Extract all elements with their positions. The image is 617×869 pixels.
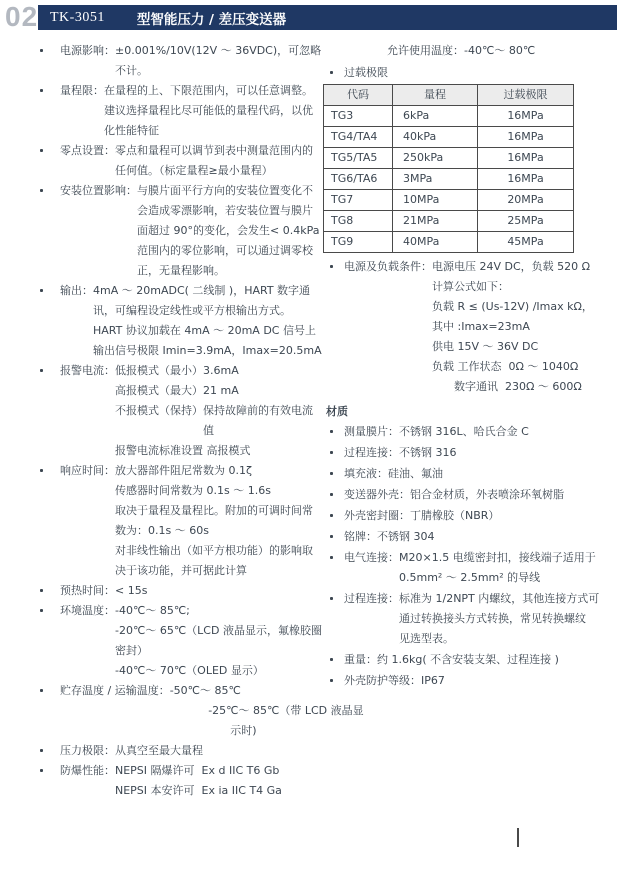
- bullet-icon: [326, 506, 344, 526]
- spec-item-text: [60, 41, 324, 81]
- spec-value: 不锈钢 304: [377, 530, 435, 543]
- table-cell: 6kPa: [393, 106, 478, 127]
- spec-value: 硅油、氟油: [388, 467, 443, 480]
- table-row: [324, 169, 574, 190]
- spec-value: 不锈钢 316L、哈氏合金 C: [399, 425, 529, 438]
- spec-item: [36, 181, 324, 281]
- table-cell: TG4/TA4: [324, 127, 393, 148]
- bullet-icon: [36, 581, 60, 601]
- spec-item: [36, 281, 324, 361]
- bullet-icon: [326, 422, 344, 442]
- table-cell: 16MPa: [478, 169, 574, 190]
- bullet-icon: [326, 671, 344, 691]
- spec-label: 填充液：: [344, 467, 388, 480]
- table-row: [324, 127, 574, 148]
- table-cell: 21MPa: [393, 211, 478, 232]
- spec-line: 数字通讯 230Ω ～ 600Ω: [454, 380, 582, 393]
- spec-item: [36, 41, 324, 81]
- spec-item-text: [60, 181, 324, 281]
- spec-value: 电源电压 24V DC，负载 520 Ω: [432, 260, 591, 273]
- spec-line: 供电 15V ～ 36V DC: [432, 340, 539, 353]
- spec-line: 讯，可编程设定线性或平方根输出方式。: [93, 304, 291, 317]
- spec-line: [60, 181, 324, 201]
- bullet-icon: [36, 761, 60, 801]
- spec-label: 过程连接：: [344, 592, 399, 605]
- spec-line: [344, 548, 617, 568]
- spec-label: 测量膜片：: [344, 425, 399, 438]
- spec-item-text: [60, 361, 324, 461]
- spec-label: 预热时间：: [60, 584, 115, 597]
- header-bar: [38, 5, 617, 30]
- materials-list: [326, 422, 617, 691]
- spec-label: 过程连接：: [344, 446, 399, 459]
- spec-value: 零点和量程可以调节到表中测量范围内的: [115, 144, 313, 157]
- spec-label: 铭牌：: [344, 530, 377, 543]
- spec-line: [60, 601, 324, 621]
- spec-line: [344, 63, 617, 83]
- bullet-icon: [326, 63, 344, 83]
- spec-item: [36, 81, 324, 141]
- spec-item: [326, 464, 617, 484]
- spec-item-text: [344, 443, 617, 463]
- table-cell: 16MPa: [478, 127, 574, 148]
- spec-value: 丁腈橡胶（NBR）: [410, 509, 500, 522]
- bullet-icon: [36, 681, 60, 741]
- spec-value: -40℃～ 85℃;: [115, 604, 190, 617]
- spec-line: 范围内的零位影响，可以通过调零校: [137, 244, 313, 257]
- bullet-icon: [36, 81, 60, 141]
- table-row: [324, 106, 574, 127]
- spec-line: -40℃～ 70℃（OLED 显示）: [115, 664, 264, 677]
- spec-line: [344, 527, 617, 547]
- spec-value: 铝合金材质，外表喷涂环氧树脂: [410, 488, 564, 501]
- spec-item: [326, 485, 617, 505]
- spec-line: 输出信号极限 Imin=3.9mA，Imax=20.5mA: [93, 344, 322, 357]
- spec-value: 标准为 1/2NPT 内螺纹，其他连接方式可: [399, 592, 600, 605]
- bullet-icon: [36, 41, 60, 81]
- spec-item: [326, 506, 617, 526]
- spec-item: [326, 422, 617, 442]
- spec-line: [344, 589, 617, 609]
- spec-item: [36, 741, 324, 761]
- spec-line: 通过转换接头方式转换，常见转换螺纹: [399, 612, 586, 625]
- spec-line: [60, 141, 324, 161]
- spec-item-text: [344, 485, 617, 505]
- spec-line: 0.5mm² ～ 2.5mm² 的导线: [399, 571, 541, 584]
- spec-line: [60, 41, 324, 61]
- spec-item-text: [60, 681, 364, 741]
- bullet-icon: [36, 461, 60, 581]
- spec-item: [36, 141, 324, 181]
- table-row: [324, 211, 574, 232]
- spec-label: 报警电流：: [60, 364, 115, 377]
- spec-line: 面超过 90°的变化，会发生< 0.4kPa: [137, 224, 320, 237]
- table-header-row: [324, 85, 574, 106]
- table-cell: 10MPa: [393, 190, 478, 211]
- spec-item-text: [60, 461, 324, 581]
- table-cell: TG3: [324, 106, 393, 127]
- spec-line: [344, 671, 617, 691]
- spec-line: 密封）: [115, 644, 148, 657]
- table-cell: TG7: [324, 190, 393, 211]
- spec-line: 值: [203, 424, 214, 437]
- spec-item-text: [344, 506, 617, 526]
- spec-item: [326, 589, 617, 649]
- spec-item: [36, 461, 324, 581]
- spec-label: 电源及负载条件：: [344, 260, 432, 273]
- bullet-icon: [36, 281, 60, 361]
- table-row: [324, 232, 574, 253]
- table-cell: 20MPa: [478, 190, 574, 211]
- spec-value: 约 1.6kg( 不含安装支架、过程连接 ): [377, 653, 559, 666]
- spec-line: [60, 761, 324, 781]
- spec-item-text: [60, 141, 324, 181]
- table-cell: 3MPa: [393, 169, 478, 190]
- spec-value: 低报模式（最小）3.6mA: [115, 364, 239, 377]
- spec-item-text: [344, 422, 617, 442]
- spec-line: 计算公式如下：: [432, 280, 509, 293]
- spec-line: [60, 281, 324, 301]
- spec-line: [344, 650, 617, 670]
- bullet-icon: [326, 485, 344, 505]
- spec-label: 重量：: [344, 653, 377, 666]
- spec-line: 化性能特征: [104, 124, 159, 137]
- spec-label: 外壳密封圈：: [344, 509, 410, 522]
- spec-line: 不报模式（保持）保持故障前的有效电流: [115, 404, 313, 417]
- power-load-item: [326, 257, 617, 397]
- bullet-icon: [326, 464, 344, 484]
- spec-line: 会造成零漂影响，若安装位置与膜片: [137, 204, 313, 217]
- spec-line: 见选型表。: [399, 632, 454, 645]
- table-cell: TG8: [324, 211, 393, 232]
- spec-item-text: [60, 761, 324, 801]
- right-column: [326, 41, 617, 692]
- spec-label: 安装位置影响：: [60, 184, 137, 197]
- spec-value: 在量程的上、下限范围内，可以任意调整。: [104, 84, 313, 97]
- spec-item-text: [344, 527, 617, 547]
- spec-line: -20℃～ 65℃（LCD 液晶显示，氟橡胶圈: [115, 624, 322, 637]
- spec-item: [326, 443, 617, 463]
- spec-value: IP67: [421, 674, 445, 687]
- spec-line: NEPSI 本安许可 Ex ia IIC T4 Ga: [115, 784, 282, 797]
- spec-item: [326, 650, 617, 670]
- spec-label: 压力极限：: [60, 744, 115, 757]
- spec-item: [36, 681, 364, 741]
- spec-label: 响应时间：: [60, 464, 115, 477]
- spec-value: 4mA ～ 20mADC( 二线制 )，HART 数字通: [93, 284, 311, 297]
- spec-line: HART 协议加载在 4mA ～ 20mA DC 信号上: [93, 324, 316, 337]
- model-number: TK-3051: [50, 9, 105, 25]
- spec-line: 其中 :Imax=23mA: [432, 320, 530, 333]
- spec-value: -50℃～ 85℃: [169, 684, 241, 697]
- spec-line: 示时): [230, 724, 257, 737]
- spec-item-text: [60, 581, 324, 601]
- spec-line: 决于该功能，并可据此计算: [115, 564, 247, 577]
- spec-label: 零点设置：: [60, 144, 115, 157]
- spec-line: [344, 422, 617, 442]
- spec-value: < 15s: [115, 584, 148, 597]
- spec-item: [36, 581, 324, 601]
- spec-line: [60, 741, 324, 761]
- spec-item-text: [344, 464, 617, 484]
- spec-item: [326, 257, 617, 397]
- spec-line: [60, 81, 324, 101]
- overload-limit-table: [323, 84, 574, 253]
- overload-limit-item: [326, 63, 617, 83]
- spec-label: 变送器外壳：: [344, 488, 410, 501]
- table-cell: TG5/TA5: [324, 148, 393, 169]
- table-header-cell: 过载极限: [478, 85, 574, 106]
- spec-item: [326, 527, 617, 547]
- spec-label: 电源影响：: [60, 44, 115, 57]
- spec-line: [60, 361, 324, 381]
- spec-line: 负载 R ≤ (Us-12V) /Imax kΩ，: [432, 300, 593, 313]
- spec-line: 负载 工作状态 0Ω ～ 1040Ω: [432, 360, 579, 373]
- bullet-icon: [326, 257, 344, 397]
- spec-label: 量程限：: [60, 84, 104, 97]
- spec-item-text: [60, 281, 324, 361]
- materials-heading: 材质: [326, 405, 348, 418]
- bullet-icon: [326, 443, 344, 463]
- spec-line: [60, 461, 324, 481]
- table-header-cell: 代码: [324, 85, 393, 106]
- spec-line: 数为：0.1s ～ 60s: [115, 524, 209, 537]
- spec-line: 建议选择量程比尽可能低的量程代码，以优: [104, 104, 313, 117]
- table-row: [324, 148, 574, 169]
- spec-value: 从真空至最大量程: [115, 744, 203, 757]
- bullet-icon: [36, 741, 60, 761]
- page-corner-mark: [517, 828, 519, 847]
- spec-item-text: [60, 741, 324, 761]
- spec-value: 不锈钢 316: [399, 446, 457, 459]
- spec-item-text: [344, 257, 617, 397]
- spec-label: 输出：: [60, 284, 93, 297]
- spec-line: 任何值。（标定量程≥最小量程）: [115, 164, 273, 177]
- spec-item-text: [344, 589, 617, 649]
- table-cell: TG6/TA6: [324, 169, 393, 190]
- spec-value: NEPSI 隔爆许可 Ex d IIC T6 Gb: [115, 764, 280, 777]
- spec-label: 防爆性能：: [60, 764, 115, 777]
- spec-item-text: [344, 671, 617, 691]
- spec-line: -25℃～ 85℃（带 LCD 液晶显: [208, 704, 364, 717]
- spec-label: 电气连接：: [344, 551, 399, 564]
- spec-label: 环境温度：: [60, 604, 115, 617]
- spec-item: [326, 63, 617, 83]
- spec-value: M20×1.5 电缆密封扣，接线端子适用于: [399, 551, 596, 564]
- bullet-icon: [326, 548, 344, 588]
- spec-item: [36, 601, 324, 681]
- spec-value: 与膜片面平行方向的安装位置变化不: [137, 184, 313, 197]
- spec-line: [344, 464, 617, 484]
- allowed-temperature-line: 允许使用温度：-40℃～ 80℃: [387, 44, 536, 57]
- spec-line: [344, 485, 617, 505]
- spec-line: 高报模式（最大）21 mA: [115, 384, 239, 397]
- spec-item: [326, 671, 617, 691]
- table-cell: TG9: [324, 232, 393, 253]
- spec-line: [344, 443, 617, 463]
- spec-item: [36, 361, 324, 461]
- spec-item-text: [344, 650, 617, 670]
- bullet-icon: [326, 650, 344, 670]
- spec-line: [344, 506, 617, 526]
- page-number: 02: [5, 1, 39, 32]
- table-cell: 250kPa: [393, 148, 478, 169]
- spec-value: ±0.001%/10V(12V ～ 36VDC)，可忽略: [115, 44, 322, 57]
- table-cell: 16MPa: [478, 106, 574, 127]
- spec-line: 对非线性输出（如平方根功能）的影响取: [115, 544, 313, 557]
- spec-line: 取决于量程及量程比。附加的可调时间常: [115, 504, 313, 517]
- spec-item: [326, 548, 617, 588]
- bullet-icon: [326, 527, 344, 547]
- table-cell: 40MPa: [393, 232, 478, 253]
- bullet-icon: [36, 141, 60, 181]
- spec-line: [60, 681, 324, 701]
- spec-item-text: [60, 601, 324, 681]
- table-cell: 25MPa: [478, 211, 574, 232]
- bullet-icon: [36, 361, 60, 461]
- bullet-icon: [326, 589, 344, 649]
- table-cell: 16MPa: [478, 148, 574, 169]
- table-row: [324, 190, 574, 211]
- spec-label: 外壳防护等级：: [344, 674, 421, 687]
- spec-line: [344, 257, 617, 277]
- table-cell: 40kPa: [393, 127, 478, 148]
- table-cell: 45MPa: [478, 232, 574, 253]
- spec-line: 不计。: [115, 64, 148, 77]
- page-title: 型智能压力 / 差压变送器: [136, 11, 287, 28]
- spec-item: [36, 761, 324, 801]
- spec-item-text: [344, 548, 617, 588]
- spec-value: 放大器部件阻尼常数为 0.1ζ: [115, 464, 252, 477]
- spec-line: [60, 581, 324, 601]
- spec-label: 过载极限: [344, 66, 388, 79]
- bullet-icon: [36, 181, 60, 281]
- spec-line: 传感器时间常数为 0.1s ～ 1.6s: [115, 484, 271, 497]
- spec-item-text: [344, 63, 617, 83]
- spec-line: 报警电流标准设置 高报模式: [115, 444, 251, 457]
- bullet-icon: [36, 601, 60, 681]
- spec-item-text: [60, 81, 324, 141]
- spec-label: 贮存温度 / 运输温度：: [60, 684, 170, 697]
- spec-line: 正，无量程影响。: [137, 264, 225, 277]
- table-header-cell: 量程: [393, 85, 478, 106]
